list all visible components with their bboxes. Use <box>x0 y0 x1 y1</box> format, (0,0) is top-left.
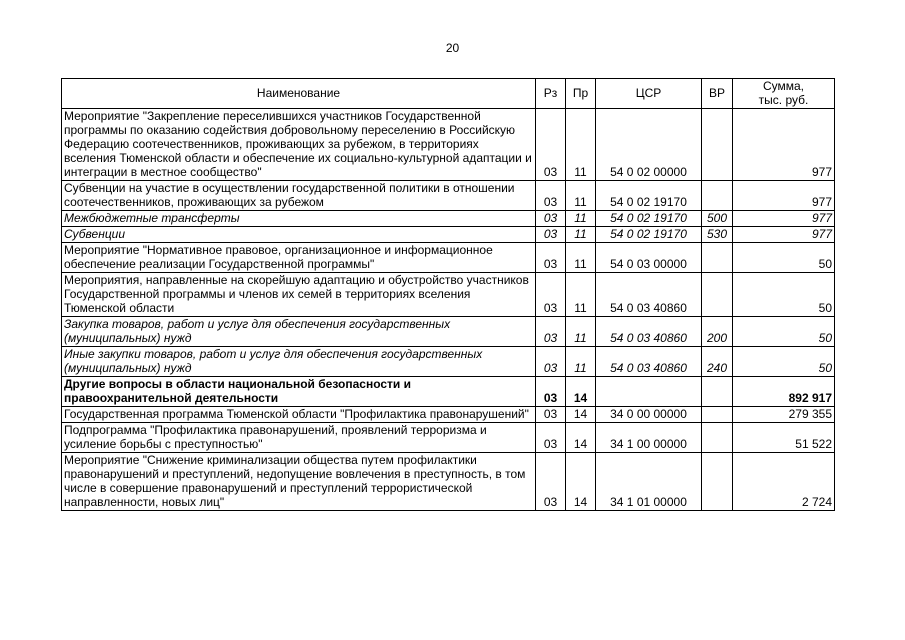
cell-pr: 14 <box>566 377 596 407</box>
cell-rz: 03 <box>536 377 566 407</box>
cell-vr: 200 <box>702 317 733 347</box>
header-rz: Рз <box>536 79 566 109</box>
cell-rz: 03 <box>536 181 566 211</box>
cell-name: Межбюджетные трансферты <box>62 211 536 227</box>
cell-vr: 500 <box>702 211 733 227</box>
cell-rz: 03 <box>536 109 566 181</box>
cell-csr: 34 0 00 00000 <box>596 407 702 423</box>
cell-rz: 03 <box>536 227 566 243</box>
cell-sum: 977 <box>733 109 835 181</box>
header-vr: ВР <box>702 79 733 109</box>
cell-csr: 54 0 03 40860 <box>596 317 702 347</box>
header-name: Наименование <box>62 79 536 109</box>
cell-sum: 977 <box>733 211 835 227</box>
cell-vr <box>702 181 733 211</box>
cell-csr: 54 0 03 00000 <box>596 243 702 273</box>
cell-csr: 54 0 02 19170 <box>596 181 702 211</box>
cell-sum: 2 724 <box>733 453 835 511</box>
cell-csr: 54 0 02 00000 <box>596 109 702 181</box>
table-row <box>62 347 835 377</box>
cell-name: Мероприятия, направленные на скорейшую адаптацию и обустройство участников Государственной программы и членов их семей в территориях вселения Тюменской области <box>62 273 536 317</box>
table-row <box>62 453 835 511</box>
cell-pr: 14 <box>566 407 596 423</box>
cell-pr: 11 <box>566 227 596 243</box>
header-sum <box>733 79 835 109</box>
cell-name: Государственная программа Тюменской области "Профилактика правонарушений" <box>62 407 536 423</box>
cell-sum: 977 <box>733 181 835 211</box>
cell-sum: 279 355 <box>733 407 835 423</box>
cell-name: Подпрограмма "Профилактика правонарушений, проявлений терроризма и усиление борьбы с преступностью" <box>62 423 536 453</box>
cell-name: Субвенции на участие в осуществлении государственной политики в отношении соотечественников, проживающих за рубежом <box>62 181 536 211</box>
header-csr: ЦСР <box>596 79 702 109</box>
cell-pr: 11 <box>566 273 596 317</box>
cell-vr <box>702 453 733 511</box>
cell-pr: 11 <box>566 109 596 181</box>
table-row <box>62 211 835 227</box>
cell-vr <box>702 243 733 273</box>
cell-vr <box>702 273 733 317</box>
cell-vr <box>702 377 733 407</box>
cell-rz: 03 <box>536 347 566 377</box>
cell-name: Мероприятие "Нормативное правовое, организационное и информационное обеспечение реализации Государственной программы" <box>62 243 536 273</box>
cell-name: Иные закупки товаров, работ и услуг для обеспечения государственных (муниципальных) нужд <box>62 347 536 377</box>
cell-csr: 54 0 02 19170 <box>596 211 702 227</box>
table-row <box>62 423 835 453</box>
table-row <box>62 273 835 317</box>
table-row <box>62 109 835 181</box>
cell-csr: 34 1 00 00000 <box>596 423 702 453</box>
cell-sum: 50 <box>733 273 835 317</box>
cell-rz: 03 <box>536 211 566 227</box>
cell-pr: 14 <box>566 453 596 511</box>
cell-rz: 03 <box>536 273 566 317</box>
header-sum-line1: Сумма, <box>762 79 805 93</box>
cell-sum: 50 <box>733 317 835 347</box>
cell-vr: 240 <box>702 347 733 377</box>
cell-pr: 11 <box>566 317 596 347</box>
page-number: 20 <box>445 41 460 55</box>
cell-rz: 03 <box>536 243 566 273</box>
cell-vr <box>702 423 733 453</box>
table-row <box>62 227 835 243</box>
cell-pr: 11 <box>566 347 596 377</box>
cell-csr <box>596 377 702 407</box>
cell-rz: 03 <box>536 453 566 511</box>
cell-name: Закупка товаров, работ и услуг для обеспечения государственных (муниципальных) нужд <box>62 317 536 347</box>
cell-name: Другие вопросы в области национальной безопасности и правоохранительной деятельности <box>62 377 536 407</box>
table-header-row <box>62 79 835 109</box>
cell-rz: 03 <box>536 407 566 423</box>
cell-csr: 54 0 03 40860 <box>596 347 702 377</box>
table-row <box>62 407 835 423</box>
cell-vr <box>702 109 733 181</box>
cell-csr: 54 0 02 19170 <box>596 227 702 243</box>
cell-csr: 34 1 01 00000 <box>596 453 702 511</box>
cell-pr: 11 <box>566 211 596 227</box>
cell-name: Субвенции <box>62 227 536 243</box>
header-pr: Пр <box>566 79 596 109</box>
table-row <box>62 181 835 211</box>
cell-sum: 50 <box>733 347 835 377</box>
cell-name: Мероприятие "Закрепление переселившихся участников Государственной программы по оказанию содействия добровольному переселению в Российскую Федерацию соотечественников, проживающих за рубежом, в территориях вселения Тюменской области и обеспечение их социально-культурной адаптации и интеграции в местное сообщество" <box>62 109 536 181</box>
header-sum-line2: тыс. руб. <box>758 93 809 107</box>
table-row <box>62 243 835 273</box>
table-row <box>62 377 835 407</box>
budget-table <box>61 78 835 511</box>
cell-pr: 11 <box>566 181 596 211</box>
cell-sum: 892 917 <box>733 377 835 407</box>
cell-csr: 54 0 03 40860 <box>596 273 702 317</box>
cell-rz: 03 <box>536 423 566 453</box>
table-row <box>62 317 835 347</box>
cell-sum: 977 <box>733 227 835 243</box>
cell-name: Мероприятие "Снижение криминализации общества путем профилактики правонарушений и преступлений, недопущение вовлечения в преступность, в том числе в совершение правонарушений и преступлений террористической направленности, новых лиц" <box>62 453 536 511</box>
cell-vr: 530 <box>702 227 733 243</box>
cell-sum: 50 <box>733 243 835 273</box>
cell-pr: 11 <box>566 243 596 273</box>
cell-pr: 14 <box>566 423 596 453</box>
cell-rz: 03 <box>536 317 566 347</box>
cell-sum: 51 522 <box>733 423 835 453</box>
cell-vr <box>702 407 733 423</box>
